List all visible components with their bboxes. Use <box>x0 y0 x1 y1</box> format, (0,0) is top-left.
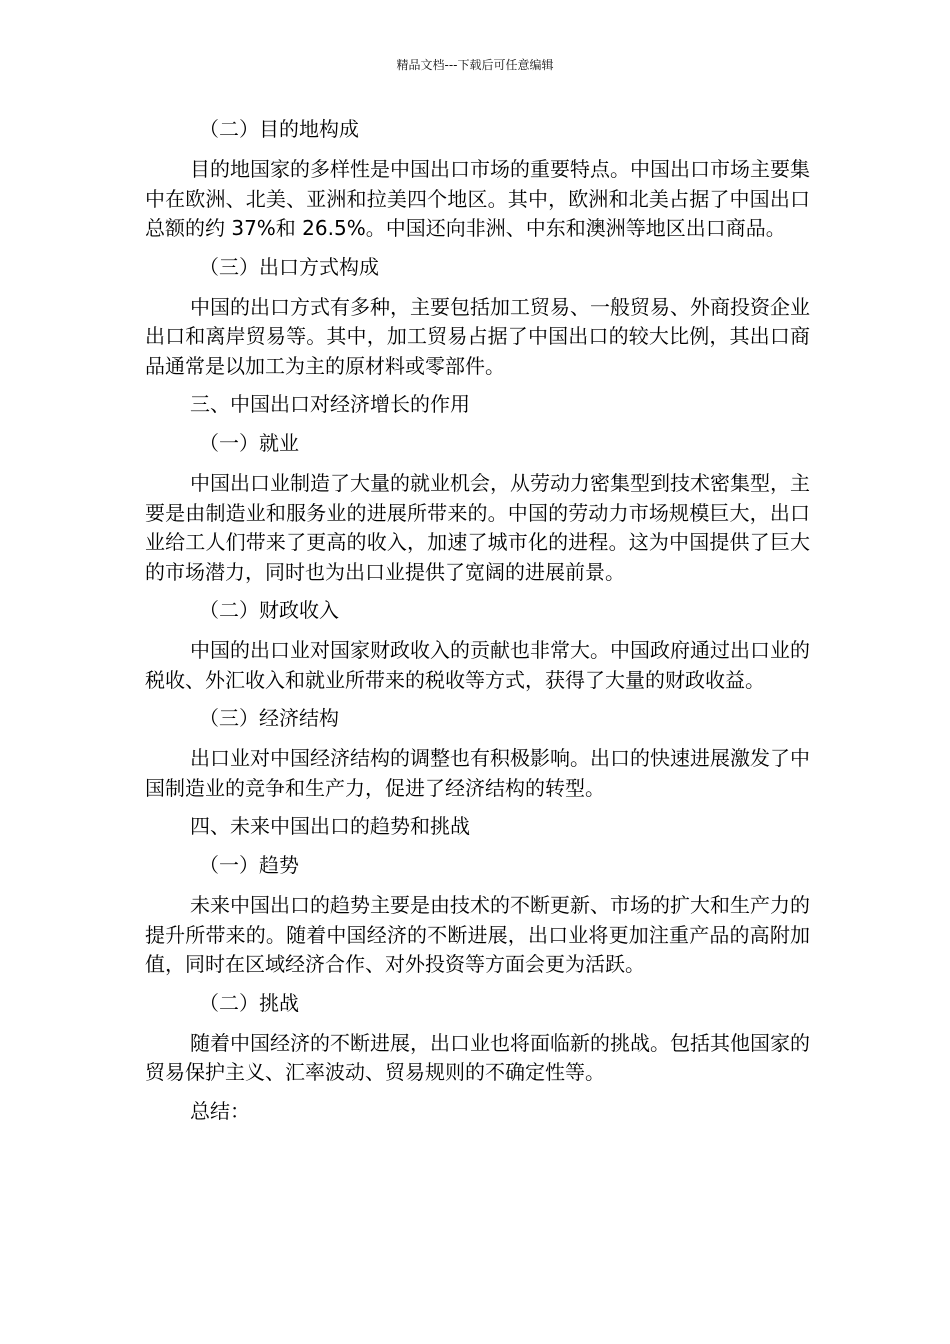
paragraph-challenges: 随着中国经济的不断进展，出口业也将面临新的挑战。包括其他国家的贸易保护主义、汇率波动、贸易规则的不确定性等。 <box>145 1030 810 1084</box>
subheading-fiscal-revenue: （二）财政收入 <box>199 598 339 622</box>
paragraph-export-methods: 中国的出口方式有多种，主要包括加工贸易、一般贸易、外商投资企业出口和离岸贸易等。其中，加工贸易占据了中国出口的较大比例，其出口商品通常是以加工为主的原材料或零部件。 <box>145 294 810 378</box>
page-header: 精品文档---下载后可任意编辑 <box>396 58 554 72</box>
subheading-export-methods: （三）出口方式构成 <box>199 254 379 279</box>
section-heading-economic-role: 三、中国出口对经济增长的作用 <box>190 392 470 416</box>
subheading-trends: （一）趋势 <box>199 853 299 877</box>
subheading-destination-composition: （二）目的地构成 <box>199 117 359 141</box>
subheading-employment: （一）就业 <box>199 431 299 455</box>
paragraph-destination: 目的地国家的多样性是中国出口市场的重要特点。中国出口市场主要集中在欧洲、北美、亚洲和拉美四个地区。其中，欧洲和北美占据了中国出口总额的约 37%和 26.5%。中国还向非洲、中东和澳洲等地区出口商品。 <box>145 157 810 240</box>
paragraph-fiscal-revenue: 中国的出口业对国家财政收入的贡献也非常大。中国政府通过出口业的税收、外汇收入和就业所带来的税收等方式，获得了大量的财政收益。 <box>145 638 810 692</box>
section-heading-future-trends: 四、未来中国出口的趋势和挑战 <box>190 814 470 838</box>
section-heading-summary: 总结： <box>190 1098 250 1123</box>
paragraph-economic-structure: 出口业对中国经济结构的调整也有积极影响。出口的快速进展激发了中国制造业的竞争和生产力，促进了经济结构的转型。 <box>145 746 810 800</box>
document-body <box>145 116 810 1137</box>
paragraph-trends: 未来中国出口的趋势主要是由技术的不断更新、市场的扩大和生产力的提升所带来的。随着中国经济的不断进展，出口业将更加注重产品的高附加值，同时在区域经济合作、对外投资等方面会更为活跃。 <box>145 893 810 976</box>
subheading-challenges: （二）挑战 <box>199 990 299 1015</box>
subheading-economic-structure: （三）经济结构 <box>199 706 339 730</box>
paragraph-employment: 中国出口业制造了大量的就业机会，从劳动力密集型到技术密集型，主要是由制造业和服务业的进展所带来的。中国的劳动力市场规模巨大，出口业给工人们带来了更高的收入，加速了城市化的进程。这为中国提供了巨大的市场潜力，同时也为出口业提供了宽阔的进展前景。 <box>145 471 810 584</box>
